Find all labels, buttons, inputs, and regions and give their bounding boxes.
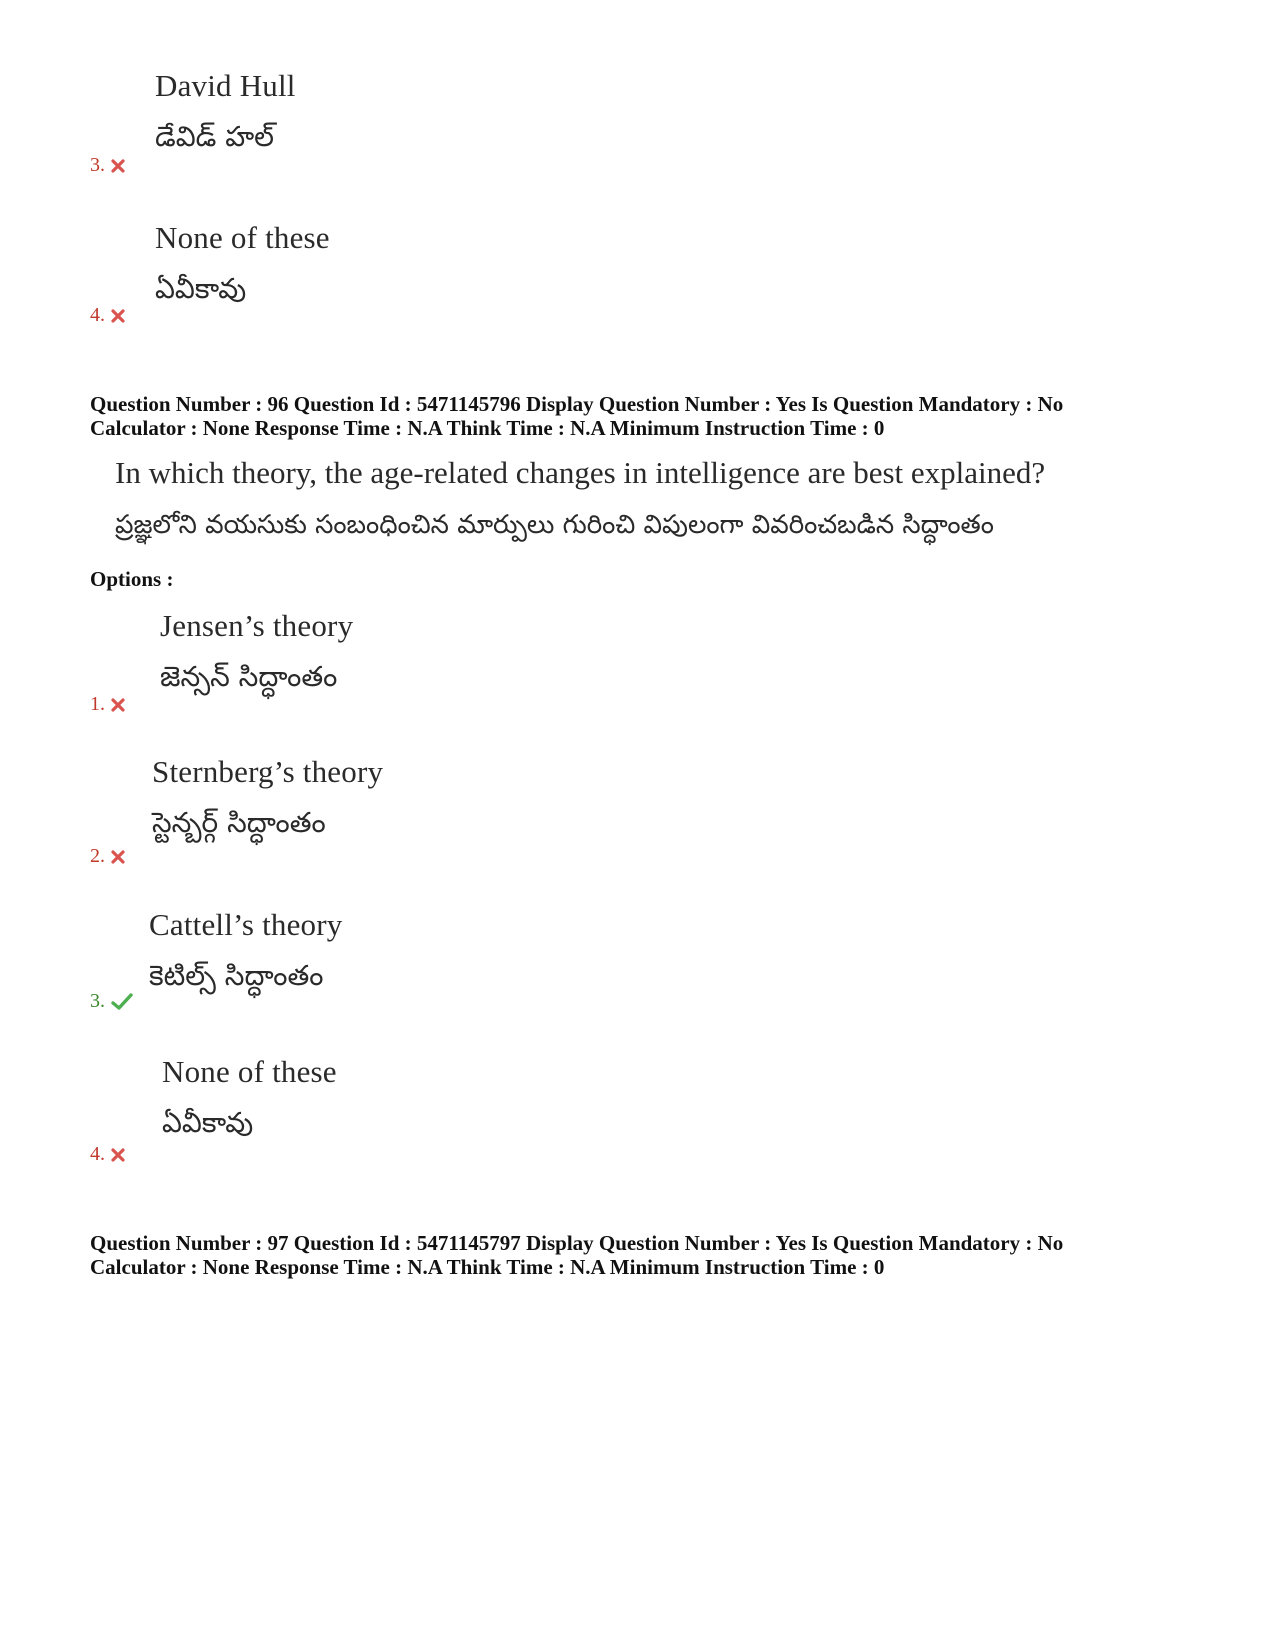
prev-option-4-text-te: ఏవీకావు	[155, 272, 247, 305]
question-96-text-te: ప్రజ్ఞలోని వయసుకు సంబంధించిన మార్పులు గురించి విపులంగా వివరించబడిన సిద్ధాంతం	[115, 510, 994, 540]
option-1-text-en: Jensen’s theory	[160, 608, 354, 643]
cross-icon	[111, 850, 125, 864]
prev-option-4-text-en: None of these	[155, 220, 330, 255]
option-4-text-te: ఏవీకావు	[162, 1106, 254, 1139]
check-icon	[111, 993, 133, 1011]
question-96-meta	[90, 392, 1063, 440]
prev-option-3-number: 3.	[90, 154, 105, 176]
option-3-text-te: కెటిల్స్ సిద్ధాంతం	[149, 959, 324, 992]
options-label: Options :	[90, 567, 174, 591]
option-2-text-te: స్టెన్బర్గ్ సిద్ధాంతం	[152, 806, 326, 839]
option-1-text-te: జెన్సన్ సిద్ధాంతం	[160, 660, 338, 693]
option-4-text-en: None of these	[162, 1054, 337, 1089]
prev-option-3-marker	[90, 154, 125, 177]
question-97-meta	[90, 1231, 1063, 1279]
question-97-meta-line1: Question Number : 97 Question Id : 5471145797 Display Question Number : Yes Is Question Mandatory : No	[90, 1231, 1064, 1255]
option-4-number: 4.	[90, 1143, 105, 1165]
option-1-marker	[90, 693, 125, 716]
question-96-meta-line2: Calculator : None Response Time : N.A Think Time : N.A Minimum Instruction Time : 0	[90, 416, 885, 440]
question-96-text-en: In which theory, the age-related changes in intelligence are best explained?	[115, 455, 1046, 490]
option-2-number: 2.	[90, 845, 105, 867]
cross-icon	[111, 698, 125, 712]
prev-option-4-marker	[90, 304, 125, 327]
option-1-number: 1.	[90, 693, 105, 715]
prev-option-4-number: 4.	[90, 304, 105, 326]
cross-icon	[111, 309, 125, 323]
prev-option-3-text-en: David Hull	[155, 68, 296, 103]
option-4-marker	[90, 1143, 125, 1166]
option-2-marker	[90, 845, 125, 868]
question-96-meta-line1: Question Number : 96 Question Id : 5471145796 Display Question Number : Yes Is Question Mandatory : No	[90, 392, 1064, 416]
cross-icon	[111, 159, 125, 173]
prev-option-3-text-te: డేవిడ్ హల్	[155, 120, 275, 153]
option-3-marker	[90, 990, 133, 1013]
option-3-text-en: Cattell’s theory	[149, 907, 343, 942]
option-3-number: 3.	[90, 990, 105, 1012]
option-2-text-en: Sternberg’s theory	[152, 754, 384, 789]
cross-icon	[111, 1148, 125, 1162]
question-97-meta-line2: Calculator : None Response Time : N.A Think Time : N.A Minimum Instruction Time : 0	[90, 1255, 885, 1279]
